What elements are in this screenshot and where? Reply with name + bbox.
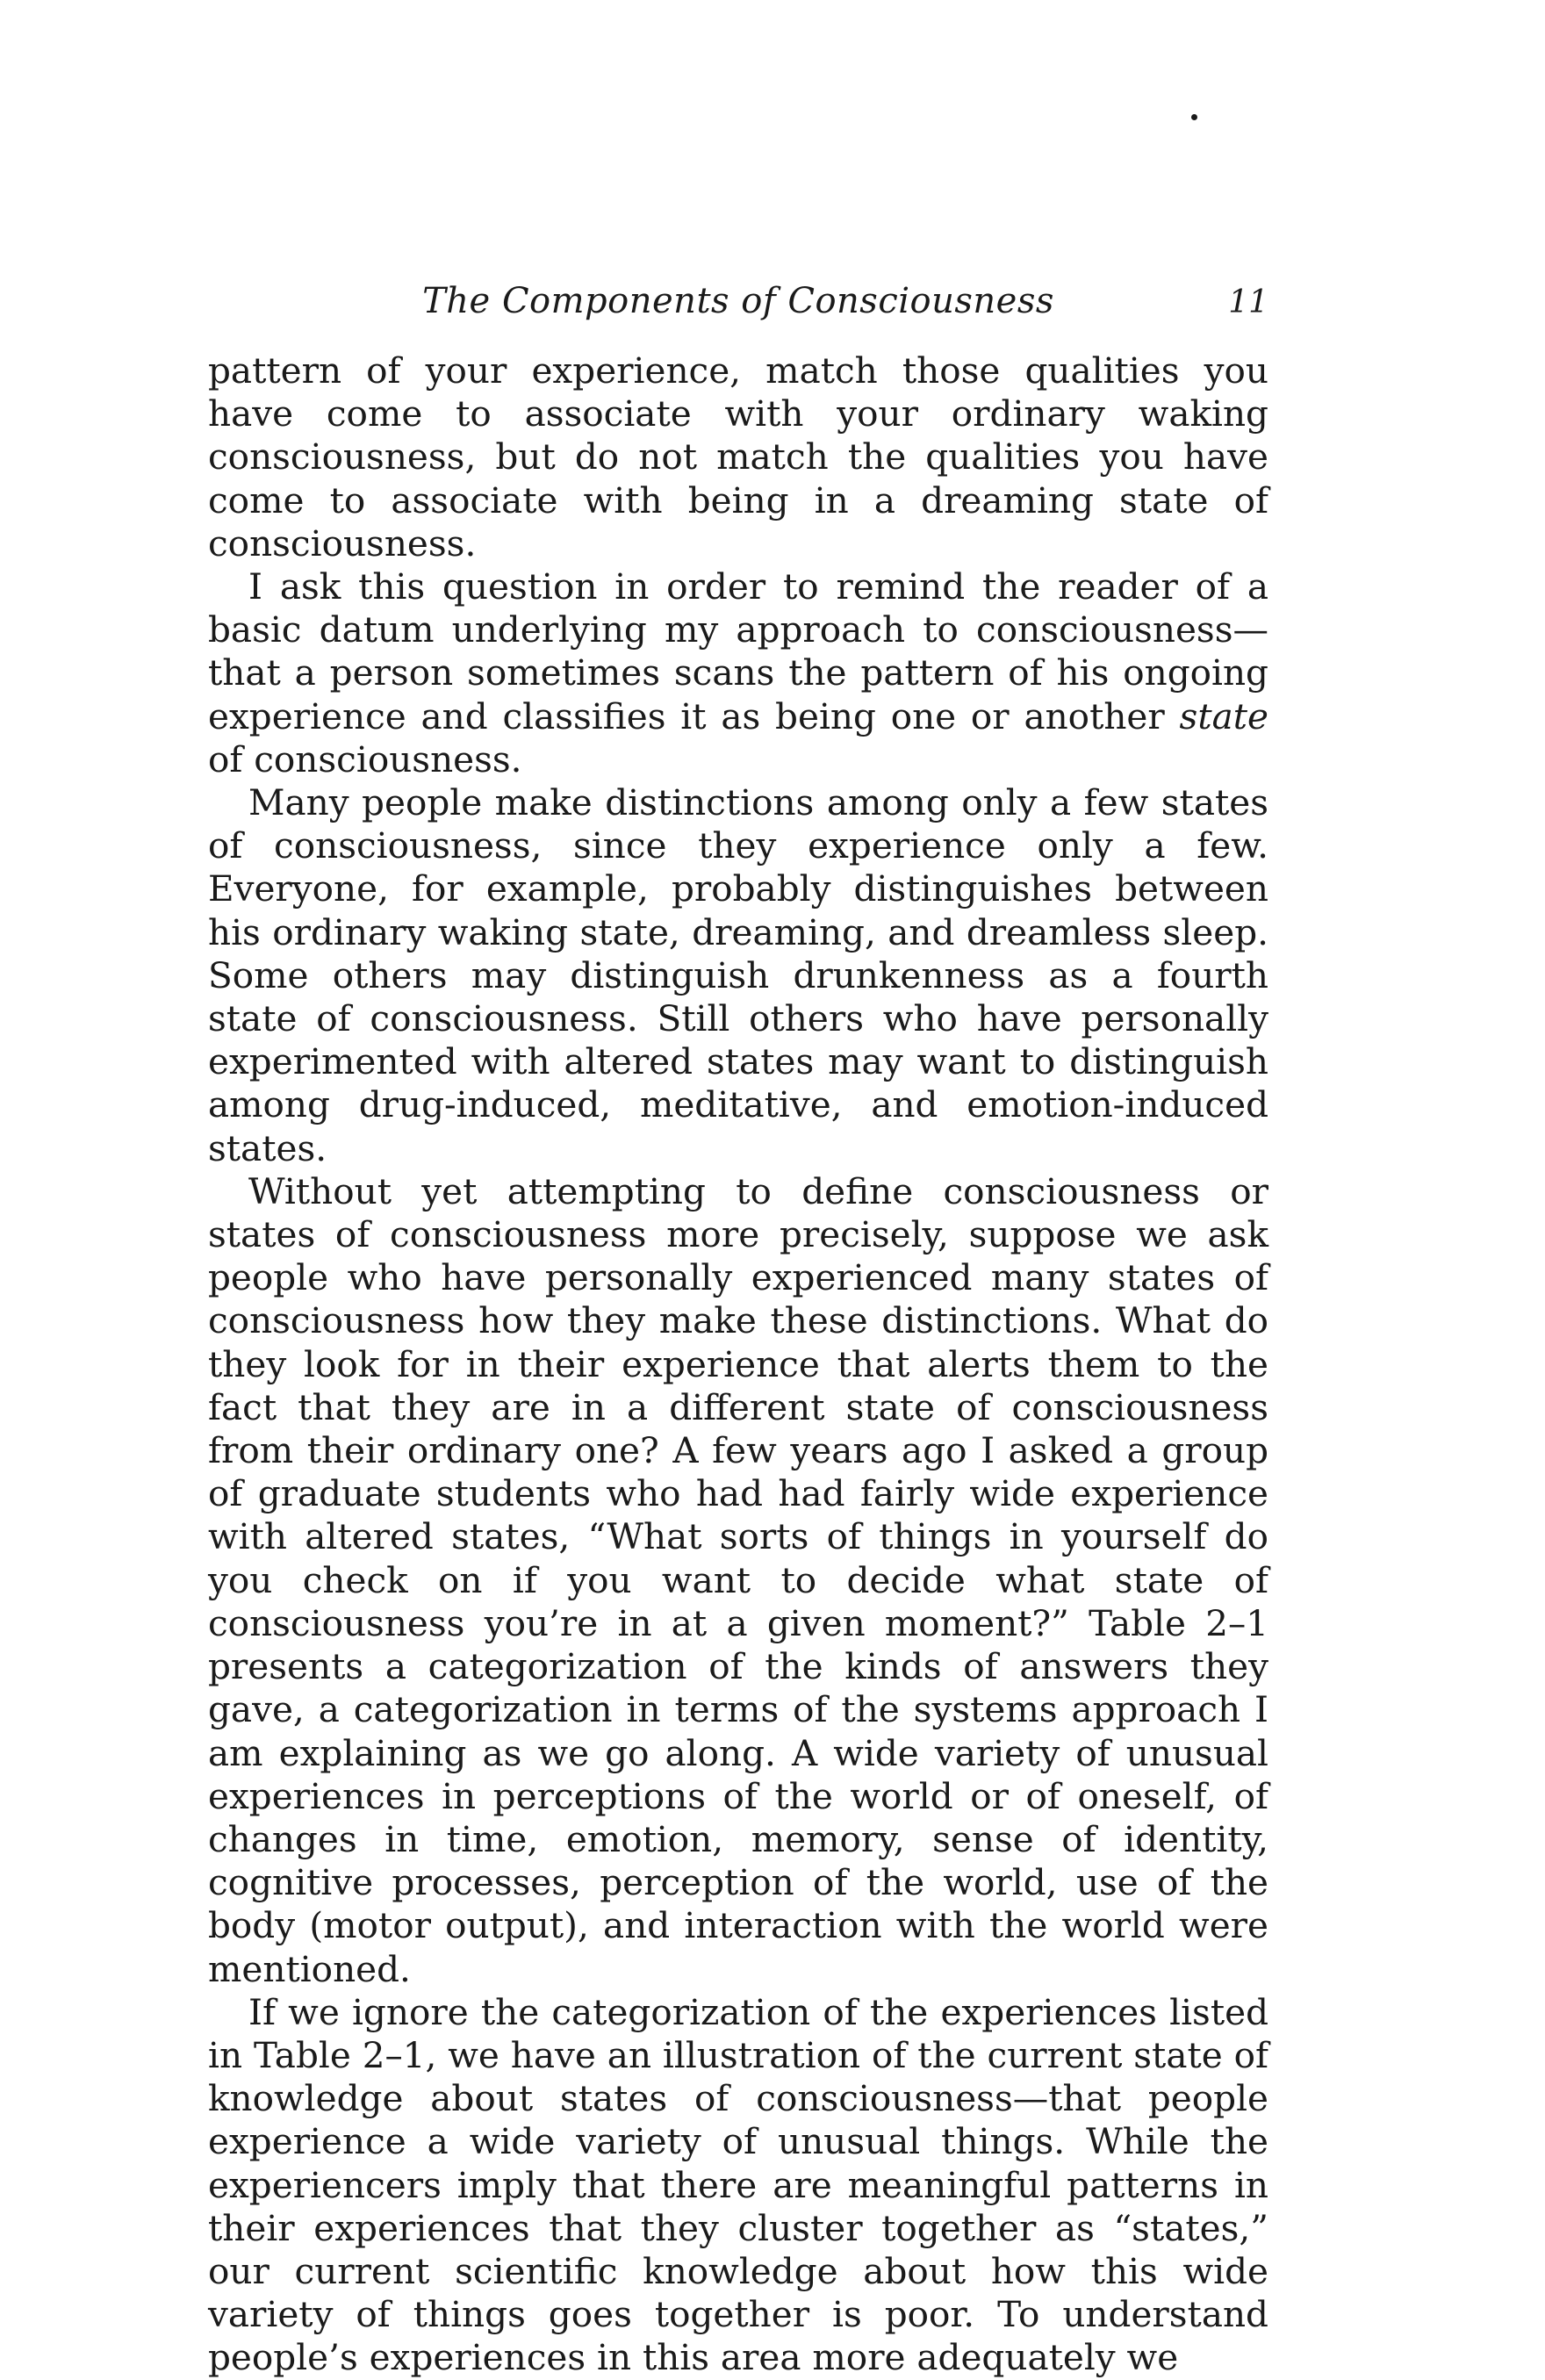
page-number: 11: [1228, 284, 1268, 320]
paragraph: Without yet attempting to define consciousness or states of consciousness more precisely, suppose we ask people who have personally experienced many states of consciousness how they make these distinctions. What do they look for in their experience that alerts them to the fact that they are in a different state of consciousness from their ordinary one? A few years ago I asked a group of graduate students who had had fairly wide experience with altered states, “What sorts of things in yourself do you check on if you want to decide what state of consciousness you’re in at a given moment?” Table 2–1 presents a categorization of the kinds of answers they gave, a categorization in terms of the systems approach I am explaining as we go along. A wide variety of unusual experiences in perceptions of the world or of oneself, of changes in time, emotion, memory, sense of identity, cognitive processes, perception of the world, use of the body (motor output), and interaction with the world were mentioned.: [208, 1169, 1268, 1990]
emphasized-word: state: [1179, 694, 1268, 737]
body-text: [208, 349, 1268, 2380]
running-title: The Components of Consciousness: [422, 281, 1054, 321]
running-head: [208, 279, 1268, 332]
paragraph-text: of consciousness.: [208, 737, 522, 780]
print-speck: [1191, 114, 1197, 120]
paragraph: If we ignore the categorization of the experiences listed in Table 2–1, we have an illustration of the current state of knowledge about states of consciousness—that people experience a wide variety of unusual things. While the experiencers imply that there are meaningful patterns in their experiences that they cluster together as “states,” our current scientific knowledge about how this wide variety of things goes together is poor. To understand people’s experiences in this area more adequately we: [208, 1990, 1268, 2379]
paragraph: [208, 565, 1268, 781]
paragraph: Many people make distinctions among only a few states of consciousness, since they experience only a few. Everyone, for example, probably distinguishes between his ordinary waking state, dreaming, and dreamless sleep. Some others may distinguish drunkenness as a fourth state of consciousness. Still others who have personally experimented with altered states may want to distinguish among drug-induced, meditative, and emotion-induced states.: [208, 781, 1268, 1169]
paragraph-continued: pattern of your experience, match those qualities you have come to associate with your ordinary waking consciousness, but do not match the qualities you have come to associate with being in a dreaming state of consciousness.: [208, 349, 1268, 564]
paragraph-text: I ask this question in order to remind the reader of a basic datum underlying my approach to consciousness—that a person sometimes scans the pattern of his ongoing experience and classifies it as being one or another: [208, 565, 1268, 737]
